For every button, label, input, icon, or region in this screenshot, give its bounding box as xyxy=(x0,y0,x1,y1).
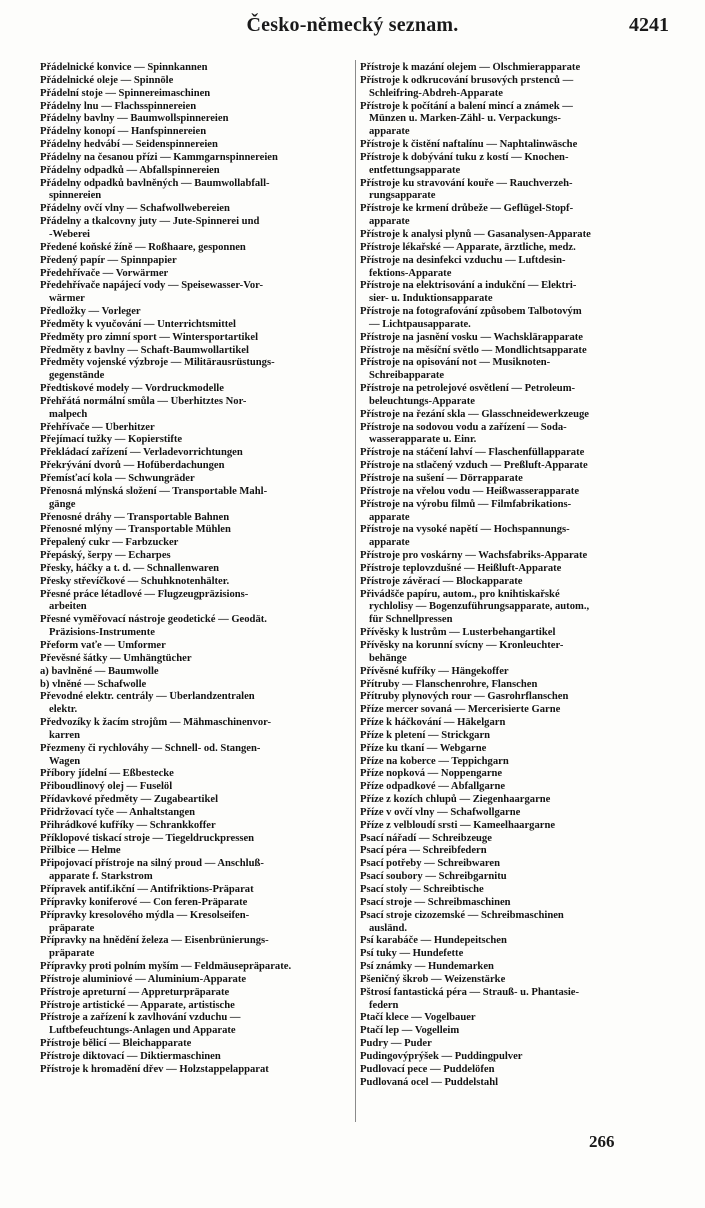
entry-continuation: apparate xyxy=(369,511,410,523)
page-title: Česko-německý seznam. xyxy=(246,14,459,36)
dictionary-entry: Příze ku tkaní — Webgarne xyxy=(360,742,487,754)
dictionary-entry: Připojovací přístroje na silný proud — Anschluß- xyxy=(40,858,264,870)
dictionary-entry: Přádelny hedvábí — Seidenspinnereien xyxy=(40,139,218,151)
dictionary-entry: Přesné vyměřovací nástroje geodetické — Geodät. xyxy=(40,614,267,626)
dictionary-entry: Překrývání dvorů — Hofüberdachungen xyxy=(40,460,225,472)
entry-continuation: Münzen u. Marken-Zähl- u. Verpackungs- xyxy=(369,113,561,125)
dictionary-entry: Předené koňské žíně — Roßhaare, gesponnen xyxy=(40,241,246,253)
dictionary-entry: Příze z kozích chlupů — Ziegenhaargarne xyxy=(360,794,551,806)
dictionary-entry: Psací stroje cizozemské — Schreibmaschinen xyxy=(360,909,564,921)
entry-continuation: rychlolisy — Bogenzuführungsapparate, autom., xyxy=(369,601,590,613)
dictionary-entry: Přípravky na hnědění železa — Eisenbrünierungs- xyxy=(40,935,269,947)
dictionary-entry: Přívěsné kufříky — Hängekoffer xyxy=(360,665,509,677)
dictionary-entry: Přepalený cukr — Farbzucker xyxy=(40,537,179,549)
dictionary-entry: Předtiskové modely — Vordruckmodelle xyxy=(40,383,224,395)
entry-continuation: präparate xyxy=(49,922,95,934)
right-column xyxy=(360,62,672,1090)
dictionary-entry: Přádelny odpadků bavlněných — Baumwollabfall- xyxy=(40,177,270,189)
dictionary-entry: Přístroje bělicí — Bleichapparate xyxy=(40,1038,192,1050)
entry-continuation: sier- u. Induktionsapparate xyxy=(369,293,493,305)
dictionary-entry: Přístroje závěrací — Blockapparate xyxy=(360,575,523,587)
dictionary-entry: Přístroje apreturní — Appreturpräparate xyxy=(40,986,230,998)
dictionary-entry: b) vlněné — Schafwolle xyxy=(40,678,147,690)
dictionary-entry: Příze odpadkové — Abfallgarne xyxy=(360,781,506,793)
entry-continuation: apparate f. Starkstrom xyxy=(49,871,153,883)
dictionary-entry: Předvozíky k žacím strojům — Mähmaschinenvor- xyxy=(40,717,271,729)
entry-continuation: Schreibapparate xyxy=(369,370,445,382)
entry-continuation: elektr. xyxy=(49,704,78,716)
dictionary-entry: Přádelny na česanou přízi — Kammgarnspinnereien xyxy=(40,151,278,163)
dictionary-entry: Přístroje na řezání skla — Glasschneidewerkzeuge xyxy=(360,408,590,420)
dictionary-entry: Přístroje na výrobu filmů — Filmfabrikations- xyxy=(360,498,572,510)
dictionary-entry: Přítruby — Flanschenrohre, Flanschen xyxy=(360,678,538,690)
entry-continuation: -Weberei xyxy=(49,228,90,240)
dictionary-entry: Přádelny bavlny — Baumwollspinnereien xyxy=(40,113,229,125)
dictionary-entry: a) bavlněné — Baumwolle xyxy=(40,665,159,677)
dictionary-entry: Přesky, háčky a t. d. — Schnallenwaren xyxy=(40,562,220,574)
dictionary-entry: Psací nářadí — Schreibzeuge xyxy=(360,832,492,844)
dictionary-entry: Přístroje na měsíční světlo — Mondlichtsapparate xyxy=(360,344,587,356)
dictionary-entry: Přístroje k analysi plynů — Gasanalysen-Apparate xyxy=(360,228,591,240)
dictionary-entry: Přilbice — Helme xyxy=(40,845,121,857)
dictionary-entry: Přiboudlinový olej — Fuselöl xyxy=(40,781,173,793)
dictionary-entry: Předložky — Vorleger xyxy=(40,306,141,318)
dictionary-entry: Pudry — Puder xyxy=(360,1038,432,1050)
dictionary-entry: Příbory jídelní — Eßbestecke xyxy=(40,768,174,780)
dictionary-entry: Přístroje pro voskárny — Wachsfabriks-Apparate xyxy=(360,550,588,562)
entry-continuation: karren xyxy=(49,729,80,741)
dictionary-entry: Přívěsky na korunní svícny — Kronleuchter- xyxy=(360,639,564,651)
dictionary-entry: Přenosná mlýnská složení — Transportable Mahl- xyxy=(40,485,268,497)
dictionary-entry: Příze mercer sovaná — Mercerisierte Garne xyxy=(360,704,561,716)
dictionary-entry: Překládací zařízení — Verladevorrichtungen xyxy=(40,447,243,459)
dictionary-entry: Psací péra — Schreibfedern xyxy=(360,845,487,857)
entry-continuation: Schleifring-Abdreh-Apparate xyxy=(369,87,503,99)
dictionary-entry: Převěsné šátky — Umhängtücher xyxy=(40,652,192,664)
dictionary-entry: Předměty k vyučování — Unterrichtsmittel xyxy=(40,318,236,330)
dictionary-entry: Přítruby plynových rour — Gasrohrflanschen xyxy=(360,691,569,703)
dictionary-entry: Přádelní stoje — Spinnereimaschinen xyxy=(40,87,211,99)
dictionary-entry: Přeform vaťe — Umformer xyxy=(40,639,166,651)
dictionary-entry: Přivádšče papíru, autom., pro knihtiskařské xyxy=(360,588,560,600)
dictionary-entry: Přístroje k odkrucování brusových prstenců — xyxy=(360,74,574,86)
dictionary-entry: Přenosné dráhy — Transportable Bahnen xyxy=(40,511,230,523)
dictionary-entry: Přádelny odpadků — Abfallspinnereien xyxy=(40,164,220,176)
dictionary-entry: Přívěsky k lustrům — Lusterbehangartikel xyxy=(360,627,556,639)
dictionary-entry: Přístroje k hromadění dřev — Holzstappelapparat xyxy=(40,1063,269,1075)
dictionary-entry: Přenosné mlýny — Transportable Mühlen xyxy=(40,524,231,536)
entry-continuation: ausländ. xyxy=(369,922,407,934)
dictionary-entry: Přístroje ke krmení drůbeže — Geflügel-Stopf- xyxy=(360,203,574,215)
dictionary-entry: Přístroje artistické — Apparate, artistische xyxy=(40,999,235,1011)
dictionary-entry: Příze k háčkování — Häkelgarn xyxy=(360,717,506,729)
page-header xyxy=(0,6,705,46)
entry-continuation: fektions-Apparate xyxy=(369,267,452,279)
dictionary-entry: Příze na koberce — Teppichgarn xyxy=(360,755,509,767)
dictionary-entry: Předený papír — Spinnpapier xyxy=(40,254,177,266)
dictionary-entry: Přepáský, šerpy — Echarpes xyxy=(40,550,171,562)
entry-continuation: gegenstände xyxy=(49,370,105,382)
dictionary-entry: Přístroje na elektrisování a indukční — Elektri- xyxy=(360,280,577,292)
dictionary-entry: Přístroje k čistění naftalínu — Naphtalinwäsche xyxy=(360,139,578,151)
dictionary-entry: Přádelny lnu — Flachsspinnereien xyxy=(40,100,197,112)
dictionary-entry: Přídavkové předměty — Zugabeartikel xyxy=(40,794,219,806)
entry-continuation: behänge xyxy=(369,652,407,664)
entry-continuation: federn xyxy=(369,999,399,1011)
dictionary-entry: Přístroje teplovzdušné — Heißluft-Apparate xyxy=(360,562,562,574)
dictionary-entry: Přístroje na petrolejové osvětlení — Petroleum- xyxy=(360,383,576,395)
dictionary-entry: Příze z velbloudí srsti — Kameelhaargarne xyxy=(360,819,556,831)
dictionary-entry: Přístroje na sodovou vodu a zařízení — Soda- xyxy=(360,421,567,433)
dictionary-entry: Přístroje na jasnění vosku — Wachsklärapparate xyxy=(360,331,583,343)
dictionary-entry: Pudingovýprýšek — Puddingpulver xyxy=(360,1050,523,1062)
dictionary-entry: Přípravky proti polním myším — Feldmäusepräparate. xyxy=(40,961,292,973)
dictionary-entry: Přístroje na vysoké napětí — Hochspannungs- xyxy=(360,524,570,536)
dictionary-entry: Pšeničný škrob — Weizenstärke xyxy=(360,973,506,985)
dictionary-entry: Příklopové tiskací stroje — Tiegeldruckpressen xyxy=(40,832,255,844)
dictionary-entry: Předměty vojenské výzbroje — Militärausrüstungs- xyxy=(40,357,275,369)
dictionary-entry: Přístroje diktovací — Diktiermaschinen xyxy=(40,1050,221,1062)
dictionary-entry: Přejímací tužky — Kopierstifte xyxy=(40,434,183,446)
dictionary-entry: Pudlovací pece — Puddelöfen xyxy=(360,1063,495,1075)
dictionary-entry: Předehřívače — Vorwärmer xyxy=(40,267,169,279)
dictionary-entry: Ptačí klece — Vogelbauer xyxy=(360,1012,476,1024)
dictionary-entry: Přístroje na vřelou vodu — Heißwasserapparate xyxy=(360,485,580,497)
dictionary-entry: Přístroje na opisování not — Musiknoten- xyxy=(360,357,551,369)
dictionary-entry: Přístroje k dobývání tuku z kostí — Knochen- xyxy=(360,151,569,163)
entry-continuation: präparate xyxy=(49,948,95,960)
dictionary-entry: Psí známky — Hundemarken xyxy=(360,961,494,973)
dictionary-entry: Přádelny ovčí vlny — Schafwollwebereien xyxy=(40,203,230,215)
dictionary-entry: Přehřátá normální smůla — Überhitztes Nor- xyxy=(40,395,247,407)
footer-page-number: 266 xyxy=(589,1132,615,1151)
header-page-number: 4241 xyxy=(629,14,669,36)
dictionary-entry: Psí tuky — Hundefette xyxy=(360,948,464,960)
entry-continuation: arbeiten xyxy=(49,601,87,613)
dictionary-entry: Psí karabáče — Hundepeitschen xyxy=(360,935,507,947)
entry-continuation: gänge xyxy=(49,498,76,510)
dictionary-entry: Přípravky koniferové — Con feren-Präparate xyxy=(40,896,248,908)
dictionary-entry: Přádelny a tkalcovny juty — Jute-Spinnerei und xyxy=(40,216,260,228)
dictionary-entry: Přehřívače — Überhitzer xyxy=(40,421,155,433)
dictionary-entry: Předehřívače napájecí vody — Speisewasser-Vor- xyxy=(40,280,264,292)
dictionary-entry: Psací stroje — Schreibmaschinen xyxy=(360,896,511,908)
dictionary-entry: Přezmeny či rychlováhy — Schnell- od. Stangen- xyxy=(40,742,261,754)
dictionary-entry: Přípravky kresolového mýdla — Kresolseifen- xyxy=(40,909,250,921)
dictionary-entry: Přístroje a zařízení k zavlhování vzduchu — xyxy=(40,1012,241,1024)
entry-continuation: Präzisions-Instrumente xyxy=(49,627,155,639)
entry-continuation: beleuchtungs-Apparate xyxy=(369,395,475,407)
entry-continuation: Luftbefeuchtungs-Anlagen und Apparate xyxy=(49,1025,236,1037)
entry-continuation: spinnereien xyxy=(49,190,102,202)
entry-continuation: Wagen xyxy=(49,755,81,767)
dictionary-entry: Přesky střevíčkové — Schuhknotenhälter. xyxy=(40,575,230,587)
dictionary-entry: Přidržovací tyče — Anhaltstangen xyxy=(40,806,196,818)
dictionary-entry: Přístroje k mazání olejem — Ölschmierapparate xyxy=(360,62,581,73)
dictionary-entry: Příze v ovčí vlny — Schafwollgarne xyxy=(360,806,521,818)
dictionary-entry: Přihrádkové kufříky — Schrankkoffer xyxy=(40,819,216,831)
entry-continuation: apparate xyxy=(369,126,410,138)
dictionary-entry: Předměty z bavlny — Schaft-Baumwollartikel xyxy=(40,344,249,356)
entry-continuation: apparate xyxy=(369,537,410,549)
dictionary-entry: Příze nopková — Noppengarne xyxy=(360,768,503,780)
dictionary-entry: Přesné práce létadlové — Flugzeugpräzisions- xyxy=(40,588,249,600)
dictionary-entry: Přádelnické oleje — Spinnöle xyxy=(40,74,174,86)
dictionary-entry: Přístroje lékařské — Apparate, ärztliche, medz. xyxy=(360,241,576,253)
entry-continuation: apparate xyxy=(369,216,410,228)
entry-continuation: wärmer xyxy=(49,293,85,305)
dictionary-entry: Převodné elektr. centrály — Überlandzentralen xyxy=(40,691,255,703)
dictionary-entry: Přístroje k počítání a balení mincí a známek — xyxy=(360,100,573,112)
entry-continuation: rungsapparate xyxy=(369,190,436,202)
entry-continuation: malpech xyxy=(49,408,88,420)
dictionary-entry: Přístroje ku stravování kouře — Rauchverzeh- xyxy=(360,177,573,189)
dictionary-entry: Předměty pro zimní sport — Wintersportartikel xyxy=(40,331,259,343)
dictionary-entry: Přístroje na desinfekci vzduchu — Luftdesin- xyxy=(360,254,566,266)
dictionary-entry: Přípravek antif.ikční — Antifriktions-Präparat xyxy=(40,884,254,895)
entry-continuation: für Schnellpressen xyxy=(369,614,453,626)
dictionary-entry: Přístroje na fotografování způsobem Talbotovým xyxy=(360,306,582,318)
dictionary-entry: Psací soubory — Schreibgarnitu xyxy=(360,871,507,883)
dictionary-entry: Psací stoly — Schreibtische xyxy=(360,884,484,895)
dictionary-entry: Přístroje na stáčení lahví — Flaschenfüllapparate xyxy=(360,447,585,459)
entry-continuation: entfettungsapparate xyxy=(369,164,461,176)
dictionary-entry: Přádelny konopí — Hanfspinnereien xyxy=(40,126,207,138)
column-divider xyxy=(355,60,356,1122)
dictionary-entry: Přístroje na stlačený vzduch — Preßluft-Apparate xyxy=(360,460,588,472)
left-column xyxy=(40,62,352,1077)
dictionary-entry: Psací potřeby — Schreibwaren xyxy=(360,858,500,870)
dictionary-entry: Ptačí lep — Vogelleim xyxy=(360,1025,460,1037)
dictionary-entry: Pudlovaná ocel — Puddelstahl xyxy=(360,1076,499,1088)
dictionary-entry: Příze k pletení — Strickgarn xyxy=(360,729,491,741)
entry-continuation: wasserapparate u. Einr. xyxy=(369,434,477,446)
dictionary-entry: Přístroje na sušení — Dörrapparate xyxy=(360,473,523,484)
dictionary-entry: Přemísťací kola — Schwungräder xyxy=(40,473,195,484)
dictionary-entry: Přádelnické konvice — Spinnkannen xyxy=(40,62,208,73)
dictionary-entry: Přístroje aluminiové — Aluminium-Apparate xyxy=(40,973,247,985)
dictionary-entry: Pštrosí fantastická péra — Strauß- u. Phantasie- xyxy=(360,986,580,998)
entry-continuation: — Lichtpausapparate. xyxy=(369,318,471,330)
